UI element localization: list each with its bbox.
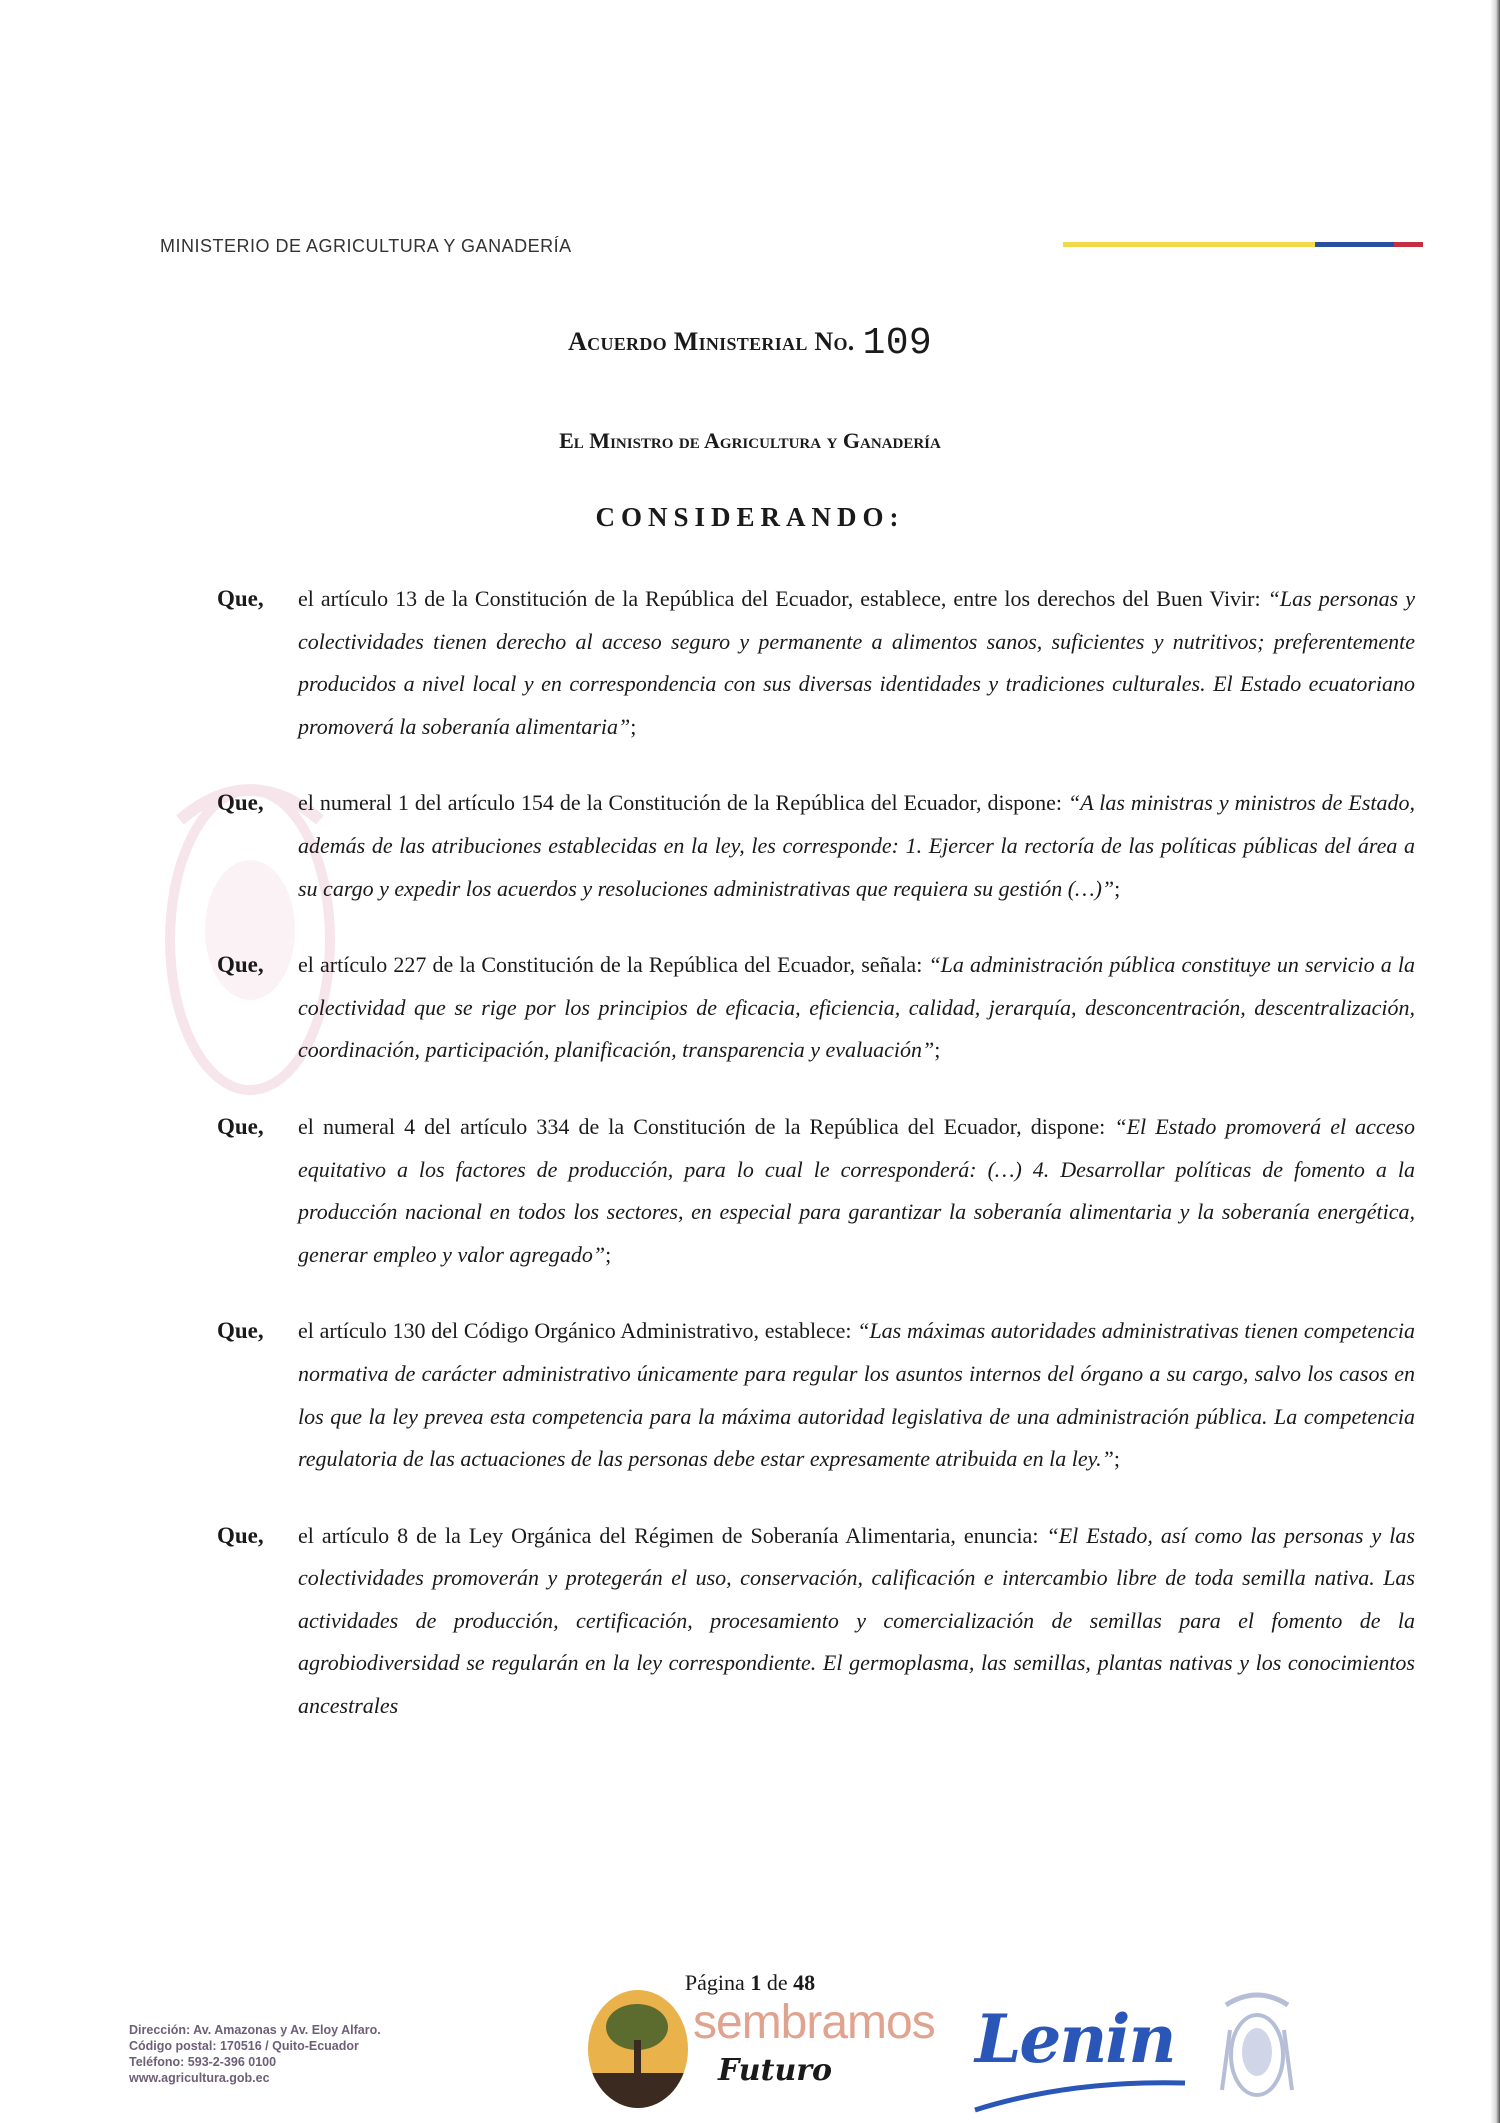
footer-address: [129, 2022, 381, 2086]
paragraph-end: ;: [934, 1037, 941, 1063]
paragraph-end: ;: [1113, 1446, 1121, 1472]
slogan-bottom: Futuro: [718, 2053, 833, 2088]
paragraph-text: el artículo 8 de la Ley Orgánica del Régimen de Soberanía Alimentaria, enuncia:: [298, 1522, 1047, 1548]
considerando-paragraph: [217, 944, 1415, 1072]
paragraph-text: el artículo 13 de la Constitución de la República del Ecuador, establece, entre los derechos del Buen Vivir:: [298, 586, 1268, 611]
paragraph-text: el numeral 4 del artículo 334 de la Constitución de la República del Ecuador, dispone:: [298, 1113, 1115, 1139]
flag-blue: [1315, 242, 1394, 247]
considerando-paragraph: [217, 1310, 1415, 1480]
page-sep: de: [766, 1970, 788, 1995]
postal-code-line: Código postal: 170516 / Quito-Ecuador: [129, 2039, 359, 2053]
document-body: [217, 578, 1415, 1762]
agreement-label: Acuerdo Ministerial No.: [568, 327, 855, 356]
phone-line: Teléfono: 593-2-396 0100: [129, 2055, 277, 2069]
considerando-paragraph: [217, 1515, 1415, 1728]
paragraph-lead: Que,: [217, 586, 264, 611]
section-heading: CONSIDERANDO:: [595, 502, 905, 532]
signature-logo: Lenin: [975, 2000, 1175, 2078]
paragraph-end: ;: [630, 713, 637, 739]
flag-stripe: [1063, 242, 1423, 247]
paragraph-lead: Que,: [217, 1113, 264, 1139]
paragraph-quote: “El Estado, así como las personas y las colectividades promoverán y protegerán el uso, conservación, calificación e intercambio libre de toda semilla nativa. Las actividades de producción, certificación, procesamiento y comercialización de semillas para el fomento de la agrobiodiversidad se regularán en la ley correspondiente. El germoplasma, las semillas, plantas nativas y los conocimientos ancestrales: [298, 1522, 1415, 1719]
paragraph-end: ;: [605, 1241, 612, 1267]
paragraph-quote: “Las personas y colectividades tienen derecho al acceso seguro y permanente a alimentos sanos, suficientes y nutritivos; preferentemente producidos a nivel local y en correspondencia con sus diversas identidades y tradiciones culturales. El Estado ecuatoriano promoverá la soberanía alimentaria”: [298, 586, 1415, 739]
organization-header: MINISTERIO DE AGRICULTURA Y GANADERÍA: [160, 236, 572, 256]
scan-edge: [1490, 0, 1500, 2123]
considerando-paragraph: [217, 1106, 1415, 1276]
paragraph-quote: “La administración pública constituye un servicio a la colectividad que se rige por los principios de eficacia, eficiencia, calidad, jerarquía, desconcentración, descentralización, coordinación, participación, planificación, transparencia y evaluación”: [298, 952, 1415, 1063]
paragraph-end: ;: [1114, 875, 1121, 901]
paragraph-text: el artículo 227 de la Constitución de la República del Ecuador, señala:: [298, 952, 929, 978]
paragraph-lead: Que,: [217, 1318, 264, 1344]
paragraph-quote: “A las ministras y ministros de Estado, además de las atribuciones establecidas en la ley, les corresponde: 1. Ejercer la rectoría de las políticas públicas del área a su cargo y expedir los acuerdos y resoluciones administrativas que requiera su gestión (…)”: [298, 790, 1415, 901]
tree-logo-icon: [588, 1990, 688, 2108]
paragraph-lead: Que,: [217, 1522, 264, 1548]
agreement-title: [0, 322, 1500, 365]
paragraph-quote: “El Estado promoverá el acceso equitativo a los factores de producción, para lo cual le corresponderá: (…) 4. Desarrollar políticas de fomento a la producción nacional en todos los sectores, en especial para garantizar la soberanía alimentaria y la soberanía energética, generar empleo y valor agregado”: [298, 1113, 1415, 1267]
considerando-paragraph: [217, 782, 1415, 910]
paragraph-quote: “Las máximas autoridades administrativas tienen competencia normativa de carácter administrativo únicamente para regular los asuntos internos del órgano a su cargo, salvo los casos en los que la ley prevea esta competencia para la máxima autoridad legislativa de una administración pública. La competencia regulatoria de las actuaciones de las personas debe estar expresamente atribuida en la ley.”: [298, 1318, 1415, 1472]
flag-yellow: [1063, 242, 1315, 247]
paragraph-text: el numeral 1 del artículo 154 de la Constitución de la República del Ecuador, dispone:: [298, 790, 1069, 816]
website-line: www.agricultura.gob.ec: [129, 2071, 270, 2085]
page-prefix: Página: [684, 1970, 745, 1995]
signature-swoosh-icon: [970, 2075, 1190, 2115]
flag-red: [1394, 242, 1423, 247]
issuer-heading: El Ministro de Agricultura y Ganadería: [559, 428, 941, 453]
page-total: 48: [793, 1970, 816, 1995]
page-current: 1: [750, 1970, 762, 1995]
considerando-paragraph: [217, 578, 1415, 748]
paragraph-text: el artículo 130 del Código Orgánico Administrativo, establece:: [298, 1318, 858, 1344]
address-line: Dirección: Av. Amazonas y Av. Eloy Alfaro.: [129, 2023, 381, 2037]
paragraph-lead: Que,: [217, 790, 264, 816]
agreement-number: 109: [862, 322, 932, 365]
paragraph-lead: Que,: [217, 952, 264, 978]
slogan-top: sembramos: [693, 1996, 935, 2049]
coat-of-arms-icon: [1218, 1990, 1296, 2110]
